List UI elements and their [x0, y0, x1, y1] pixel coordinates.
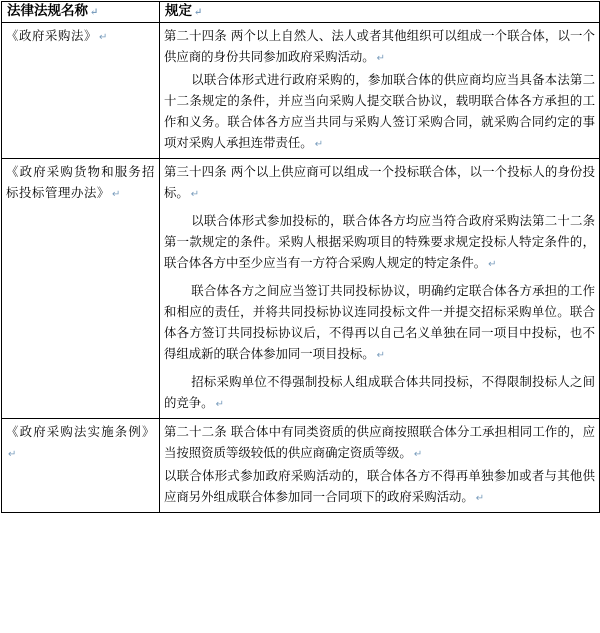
law-name-cell: 《政府采购法》 ↵ — [2, 23, 160, 159]
provision-paragraph: 以联合体形式参加投标的，联合体各方均应当符合政府采购法第二十二条第一款规定的条件。采购人根据采购项目的特殊要求规定投标人特定条件的，联合体各方中至少应当有一方符合采购人规定的特定条件。 ↵ — [164, 213, 595, 270]
paragraph-mark-icon: ↵ — [488, 259, 497, 270]
provision-paragraph: 第二十二条 联合体中有同类资质的供应商按照联合体分工承担相同工作的，应当按照资质等级较低的供应商确定资质等级。 ↵ — [164, 424, 595, 460]
table-row — [2, 23, 600, 159]
law-name-cell: 《政府采购货物和服务招标投标管理办法》 ↵ — [2, 159, 160, 419]
provision-paragraph: 招标采购单位不得强制投标人组成联合体共同投标，不得限制投标人之间的竞争。 ↵ — [164, 374, 595, 410]
law-name-cell: 《政府采购法实施条例》↵ — [2, 419, 160, 513]
paragraph-mark-icon: ↵ — [475, 493, 485, 504]
provision-paragraph: 以联合体形式参加政府采购活动的，联合体各方不得再单独参加或者与其他供应商另外组成联合体参加同一合同项下的政府采购活动。 ↵ — [164, 468, 595, 504]
provision-paragraph: 第二十四条 两个以上自然人、法人或者其他组织可以组成一个联合体，以一个供应商的身份共同参加政府采购活动。 ↵ — [164, 28, 595, 64]
header-provision: 规定 ↵ — [160, 2, 600, 23]
table-row — [2, 159, 600, 419]
provision-paragraph: 以联合体形式进行政府采购的，参加联合体的供应商均应当具备本法第二十二条规定的条件，并应当向采购人提交联合协议，载明联合体各方承担的工作和义务。联合体各方应当共同与采购人签订采购合同，就采购合同约定的事项对采购人承担连带责任。 ↵ — [164, 72, 595, 150]
paragraph-mark-icon: ↵ — [413, 449, 423, 460]
paragraph-mark-icon: ↵ — [194, 7, 203, 18]
paragraph-mark-icon: ↵ — [190, 189, 200, 200]
header-law-name: 法律法规名称 ↵ — [2, 2, 160, 23]
table-row — [2, 419, 600, 513]
provision-paragraph: 第三十四条 两个以上供应商可以组成一个投标联合体，以一个投标人的身份投标。 ↵ — [164, 164, 595, 200]
paragraph-mark-icon: ↵ — [90, 7, 99, 18]
provision-cell — [160, 419, 600, 513]
law-comparison-table — [1, 1, 600, 513]
paragraph-mark-icon: ↵ — [215, 399, 224, 410]
header-row — [2, 2, 600, 23]
paragraph-mark-icon: ↵ — [98, 32, 108, 43]
paragraph-mark-icon: ↵ — [314, 139, 324, 150]
provision-cell — [160, 159, 600, 419]
paragraph-mark-icon: ↵ — [111, 189, 121, 200]
paragraph-mark-icon: ↵ — [376, 350, 386, 361]
provision-cell — [160, 23, 600, 159]
paragraph-mark-icon: ↵ — [8, 449, 17, 460]
paragraph-mark-icon: ↵ — [376, 53, 386, 64]
provision-paragraph: 联合体各方之间应当签订共同投标协议，明确约定联合体各方承担的工作和相应的责任，并将共同投标协议连同投标文件一并提交招标采购单位。联合体各方签订共同投标协议后，不得再以自己名义单独在同一项目中投标，也不得组成新的联合体参加同一项目投标。 ↵ — [164, 283, 595, 361]
